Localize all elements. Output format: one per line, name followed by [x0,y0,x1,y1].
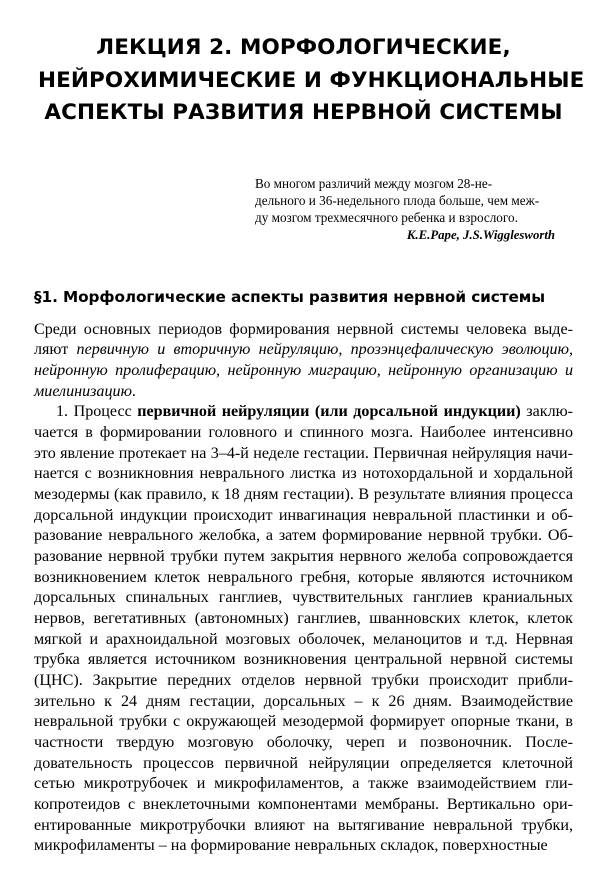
paragraph-1-part-1: Среди основных периодов формирования нервной системы человека выде-ляют [34,320,573,359]
epigraph [255,176,555,244]
epigraph-line-3: ду мозгом трехмесячного ребенка и взрослого. [255,209,518,225]
paragraph-1-part-2: . [131,382,136,400]
epigraph-line-2: дельного и 36-недельного плода больше, чем меж- [255,192,540,208]
paragraph-1-italic: первичную и вторичную нейруляцию, прозэнцефалическую эволюцию, нейронную пролиферацию, нейронную миграцию, нейронную организацию и миелинизацию [34,341,573,400]
epigraph-authors: K.E.Pape, J.S.Wigglesworth [406,228,555,243]
body-text [34,320,573,857]
paragraph-1 [34,320,573,403]
page-title-line-1: ЛЕКЦИЯ 2. МОРФОЛОГИЧЕСКИЕ, [96,35,511,60]
paragraph-2 [34,402,573,857]
page-title-line-2: НЕЙРОХИМИЧЕСКИЕ И ФУНКЦИОНАЛЬНЫЕ [38,67,585,93]
section-heading: §1. Морфологические аспекты развития нервной системы [34,287,545,306]
paragraph-2-body: заклю-чается в формировании головного и спинного мозга. Наиболее интенсивно это явление протекает на 3–4-й неделе гестации. Первичная нейруляция начи-нается с возникновния неврального листка из нотохордальной и хордальной мезодермы (как правило, к 18 дням гестации). В результате влияния процесса дорсальной индукции происходит инвагинация невральной пластинки и об-разование неврального желобка, а затем формирование нервной трубки. Об-разование нервной трубки путем закрытия нервного желоба сопровождается возникновением клеток неврального гребня, которые являются источником дорсальных спинальных ганглиев, чувствительных ганглиев краниальных нервов, вегетативных (автономных) ганглиев, шванновских клеток, клеток мягкой и арахноидальной мозговых оболочек, меланоцитов и т.д. Нервная трубка является источником возникновения центральной нервной системы (ЦНС). Закрытие передних отделов нервной трубки происходит прибли-зительно к 24 дням гестации, дорсальных – к 26 дням. Взаимодействие невральной трубки с окружающей мезодермой формирует опорные ткани, в частности твердую мозговую оболочку, череп и позвоночник. После-довательность процессов первичной нейруляции определяется клеточной сетью микротрубочек и микрофиламентов, а также взаимодействием гли-копротеидов с внеклеточными компонентами мембраны. Вертикально ори-ентированные микротрубочки влияют на вытягивание невральной трубки, микрофиламенты – на формирование невральных складок, поверхностные [34,403,573,855]
page-title-line-3: АСПЕКТЫ РАЗВИТИЯ НЕРВНОЙ СИСТЕМЫ [44,100,563,126]
paragraph-2-bold: первичной нейруляции (или дорсальной индукции) [137,403,521,421]
paragraph-2-prefix: 1. Процесс [56,403,138,421]
epigraph-line-1: Во многом различий между мозгом 28-не- [255,176,493,192]
page-title [34,32,585,130]
